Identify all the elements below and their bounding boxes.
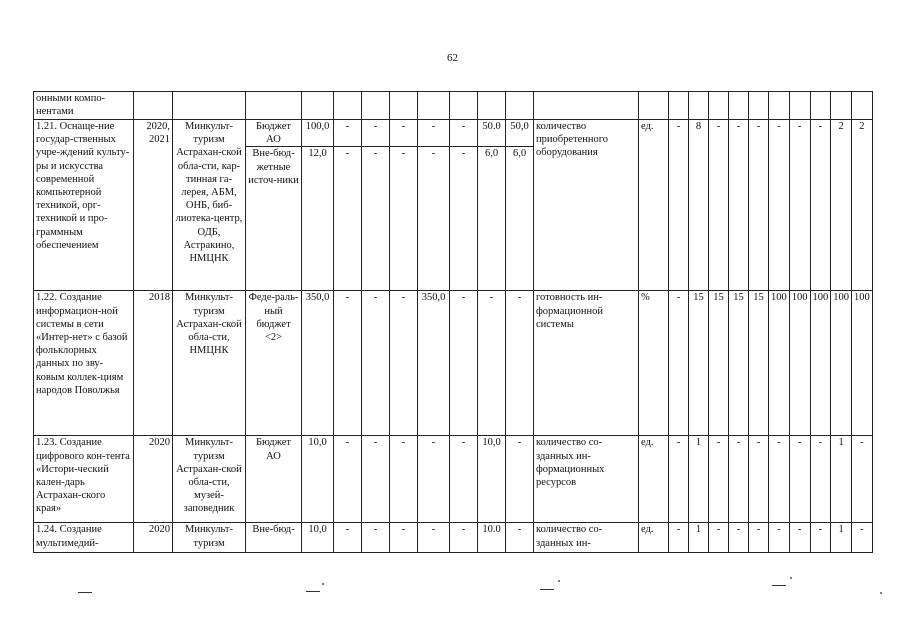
target-value: - xyxy=(749,436,769,523)
target-value: - xyxy=(669,120,689,291)
scan-mark xyxy=(880,592,882,594)
scan-mark xyxy=(78,592,92,593)
activity-name: 1.22. Создание информацион-ной системы в сети «Интер-нет» с базой фольклорных данных по зву-ковым коллек-циям народов Поволжья xyxy=(34,291,134,436)
target-value: - xyxy=(729,523,749,553)
target-value: 1 xyxy=(689,523,709,553)
target-value: 100 xyxy=(852,291,873,436)
target-value: 1 xyxy=(831,523,852,553)
target-value: - xyxy=(810,120,831,291)
target-value: - xyxy=(789,523,810,553)
target-value: - xyxy=(852,523,873,553)
funding-value: - xyxy=(450,147,478,291)
funding-value: - xyxy=(390,436,418,523)
target-value: - xyxy=(852,436,873,523)
target-value: - xyxy=(789,120,810,291)
target-value: - xyxy=(749,120,769,291)
executor: Минкульт-туризм Астрахан-ской обла-сти, музей-заповедник xyxy=(173,436,246,523)
target-value: - xyxy=(769,436,790,523)
activity-name: 1.24. Создание мультимедий- xyxy=(34,523,134,553)
program-table xyxy=(33,91,873,553)
target-value: - xyxy=(669,436,689,523)
funding-source: Бюджет АО xyxy=(246,120,302,147)
target-value: - xyxy=(729,436,749,523)
target-value: 1 xyxy=(689,436,709,523)
table-row xyxy=(34,120,873,147)
target-value: 100 xyxy=(831,291,852,436)
table-row xyxy=(34,523,873,553)
funding-value: - xyxy=(334,436,362,523)
activity-year: 2020 xyxy=(134,436,173,523)
scan-mark xyxy=(790,577,792,579)
funding-value: - xyxy=(418,147,450,291)
funding-value: - xyxy=(418,120,450,147)
funding-value: - xyxy=(362,523,390,553)
funding-value: 50.0 xyxy=(478,120,506,147)
funding-value: - xyxy=(362,436,390,523)
funding-value: - xyxy=(418,523,450,553)
activity-name: онными компо-нентами xyxy=(34,92,134,120)
funding-value: 10,0 xyxy=(302,523,334,553)
funding-source: Феде-раль-ный бюджет <2> xyxy=(246,291,302,436)
indicator: готовность ин-формационной системы xyxy=(534,291,639,436)
continuation-row xyxy=(34,92,873,120)
executor: Минкульт-туризм Астрахан-ской обла-сти, НМЦНК xyxy=(173,291,246,436)
page-number: 62 xyxy=(447,52,458,64)
unit: ед. xyxy=(639,120,669,291)
funding-source: Вне-бюд-жетные источ-ники xyxy=(246,147,302,291)
target-value: - xyxy=(669,523,689,553)
funding-value: - xyxy=(506,436,534,523)
funding-value: - xyxy=(506,291,534,436)
funding-source: Бюджет АО xyxy=(246,436,302,523)
funding-value: - xyxy=(478,291,506,436)
funding-value: - xyxy=(450,291,478,436)
target-value: - xyxy=(769,523,790,553)
target-value: 8 xyxy=(689,120,709,291)
funding-value: - xyxy=(334,291,362,436)
funding-value: 10,0 xyxy=(302,436,334,523)
target-value: - xyxy=(810,523,831,553)
executor: Минкульт-туризм Астрахан-ской обла-сти, кар-тинная га-лерея, АБМ, ОНБ, биб-лиотека-центр, ОДБ, Астракино, НМЦНК xyxy=(173,120,246,291)
target-value: 15 xyxy=(689,291,709,436)
funding-value: - xyxy=(362,147,390,291)
funding-value: - xyxy=(390,120,418,147)
table-row xyxy=(34,436,873,523)
target-value: 15 xyxy=(709,291,729,436)
target-value: 15 xyxy=(729,291,749,436)
funding-source: Вне-бюд- xyxy=(246,523,302,553)
funding-value: - xyxy=(390,523,418,553)
funding-value: 100,0 xyxy=(302,120,334,147)
target-value: - xyxy=(749,523,769,553)
funding-value: 10,0 xyxy=(478,436,506,523)
table-row xyxy=(34,291,873,436)
activity-year: 2020 xyxy=(134,523,173,553)
target-value: - xyxy=(810,436,831,523)
funding-value: - xyxy=(450,523,478,553)
activity-name: 1.21. Оснаще-ние государ-ственных учре-ждений культу-ры и искусства современной компьютерной техникой, орг-техникой и про-граммным обеспечением xyxy=(34,120,134,291)
funding-value: - xyxy=(418,436,450,523)
target-value: 100 xyxy=(789,291,810,436)
funding-value: - xyxy=(334,120,362,147)
unit: % xyxy=(639,291,669,436)
indicator: количество приобретенного оборудования xyxy=(534,120,639,291)
target-value: - xyxy=(729,120,749,291)
target-value: 2 xyxy=(831,120,852,291)
target-value: - xyxy=(709,436,729,523)
scan-mark xyxy=(306,591,320,592)
funding-value: 50,0 xyxy=(506,120,534,147)
funding-value: 350,0 xyxy=(418,291,450,436)
target-value: 1 xyxy=(831,436,852,523)
unit: ед. xyxy=(639,436,669,523)
funding-value: - xyxy=(390,291,418,436)
funding-value: 10.0 xyxy=(478,523,506,553)
scan-mark xyxy=(322,583,324,585)
funding-value: 350,0 xyxy=(302,291,334,436)
activity-name: 1.23. Создание цифрового кон-тента «Истори-ческий кален-дарь Астрахан-ского края» xyxy=(34,436,134,523)
target-value: 2 xyxy=(852,120,873,291)
funding-value: - xyxy=(362,291,390,436)
target-value: - xyxy=(769,120,790,291)
funding-value: - xyxy=(334,523,362,553)
funding-value: 6,0 xyxy=(478,147,506,291)
target-value: - xyxy=(789,436,810,523)
indicator: количество со-зданных ин- xyxy=(534,523,639,553)
activity-year: 2020, 2021 xyxy=(134,120,173,291)
funding-value: - xyxy=(334,147,362,291)
funding-value: - xyxy=(390,147,418,291)
activity-year: 2018 xyxy=(134,291,173,436)
target-value: 100 xyxy=(769,291,790,436)
scan-mark xyxy=(540,589,554,590)
funding-value: - xyxy=(506,523,534,553)
funding-value: 6,0 xyxy=(506,147,534,291)
scan-mark xyxy=(558,580,560,582)
executor: Минкульт-туризм xyxy=(173,523,246,553)
target-value: - xyxy=(709,120,729,291)
unit: ед. xyxy=(639,523,669,553)
funding-value: 12,0 xyxy=(302,147,334,291)
target-value: 15 xyxy=(749,291,769,436)
funding-value: - xyxy=(450,120,478,147)
scan-mark xyxy=(772,585,786,586)
target-value: 100 xyxy=(810,291,831,436)
indicator: количество со-зданных ин-формационных ресурсов xyxy=(534,436,639,523)
target-value: - xyxy=(709,523,729,553)
funding-value: - xyxy=(450,436,478,523)
funding-value: - xyxy=(362,120,390,147)
target-value: - xyxy=(669,291,689,436)
